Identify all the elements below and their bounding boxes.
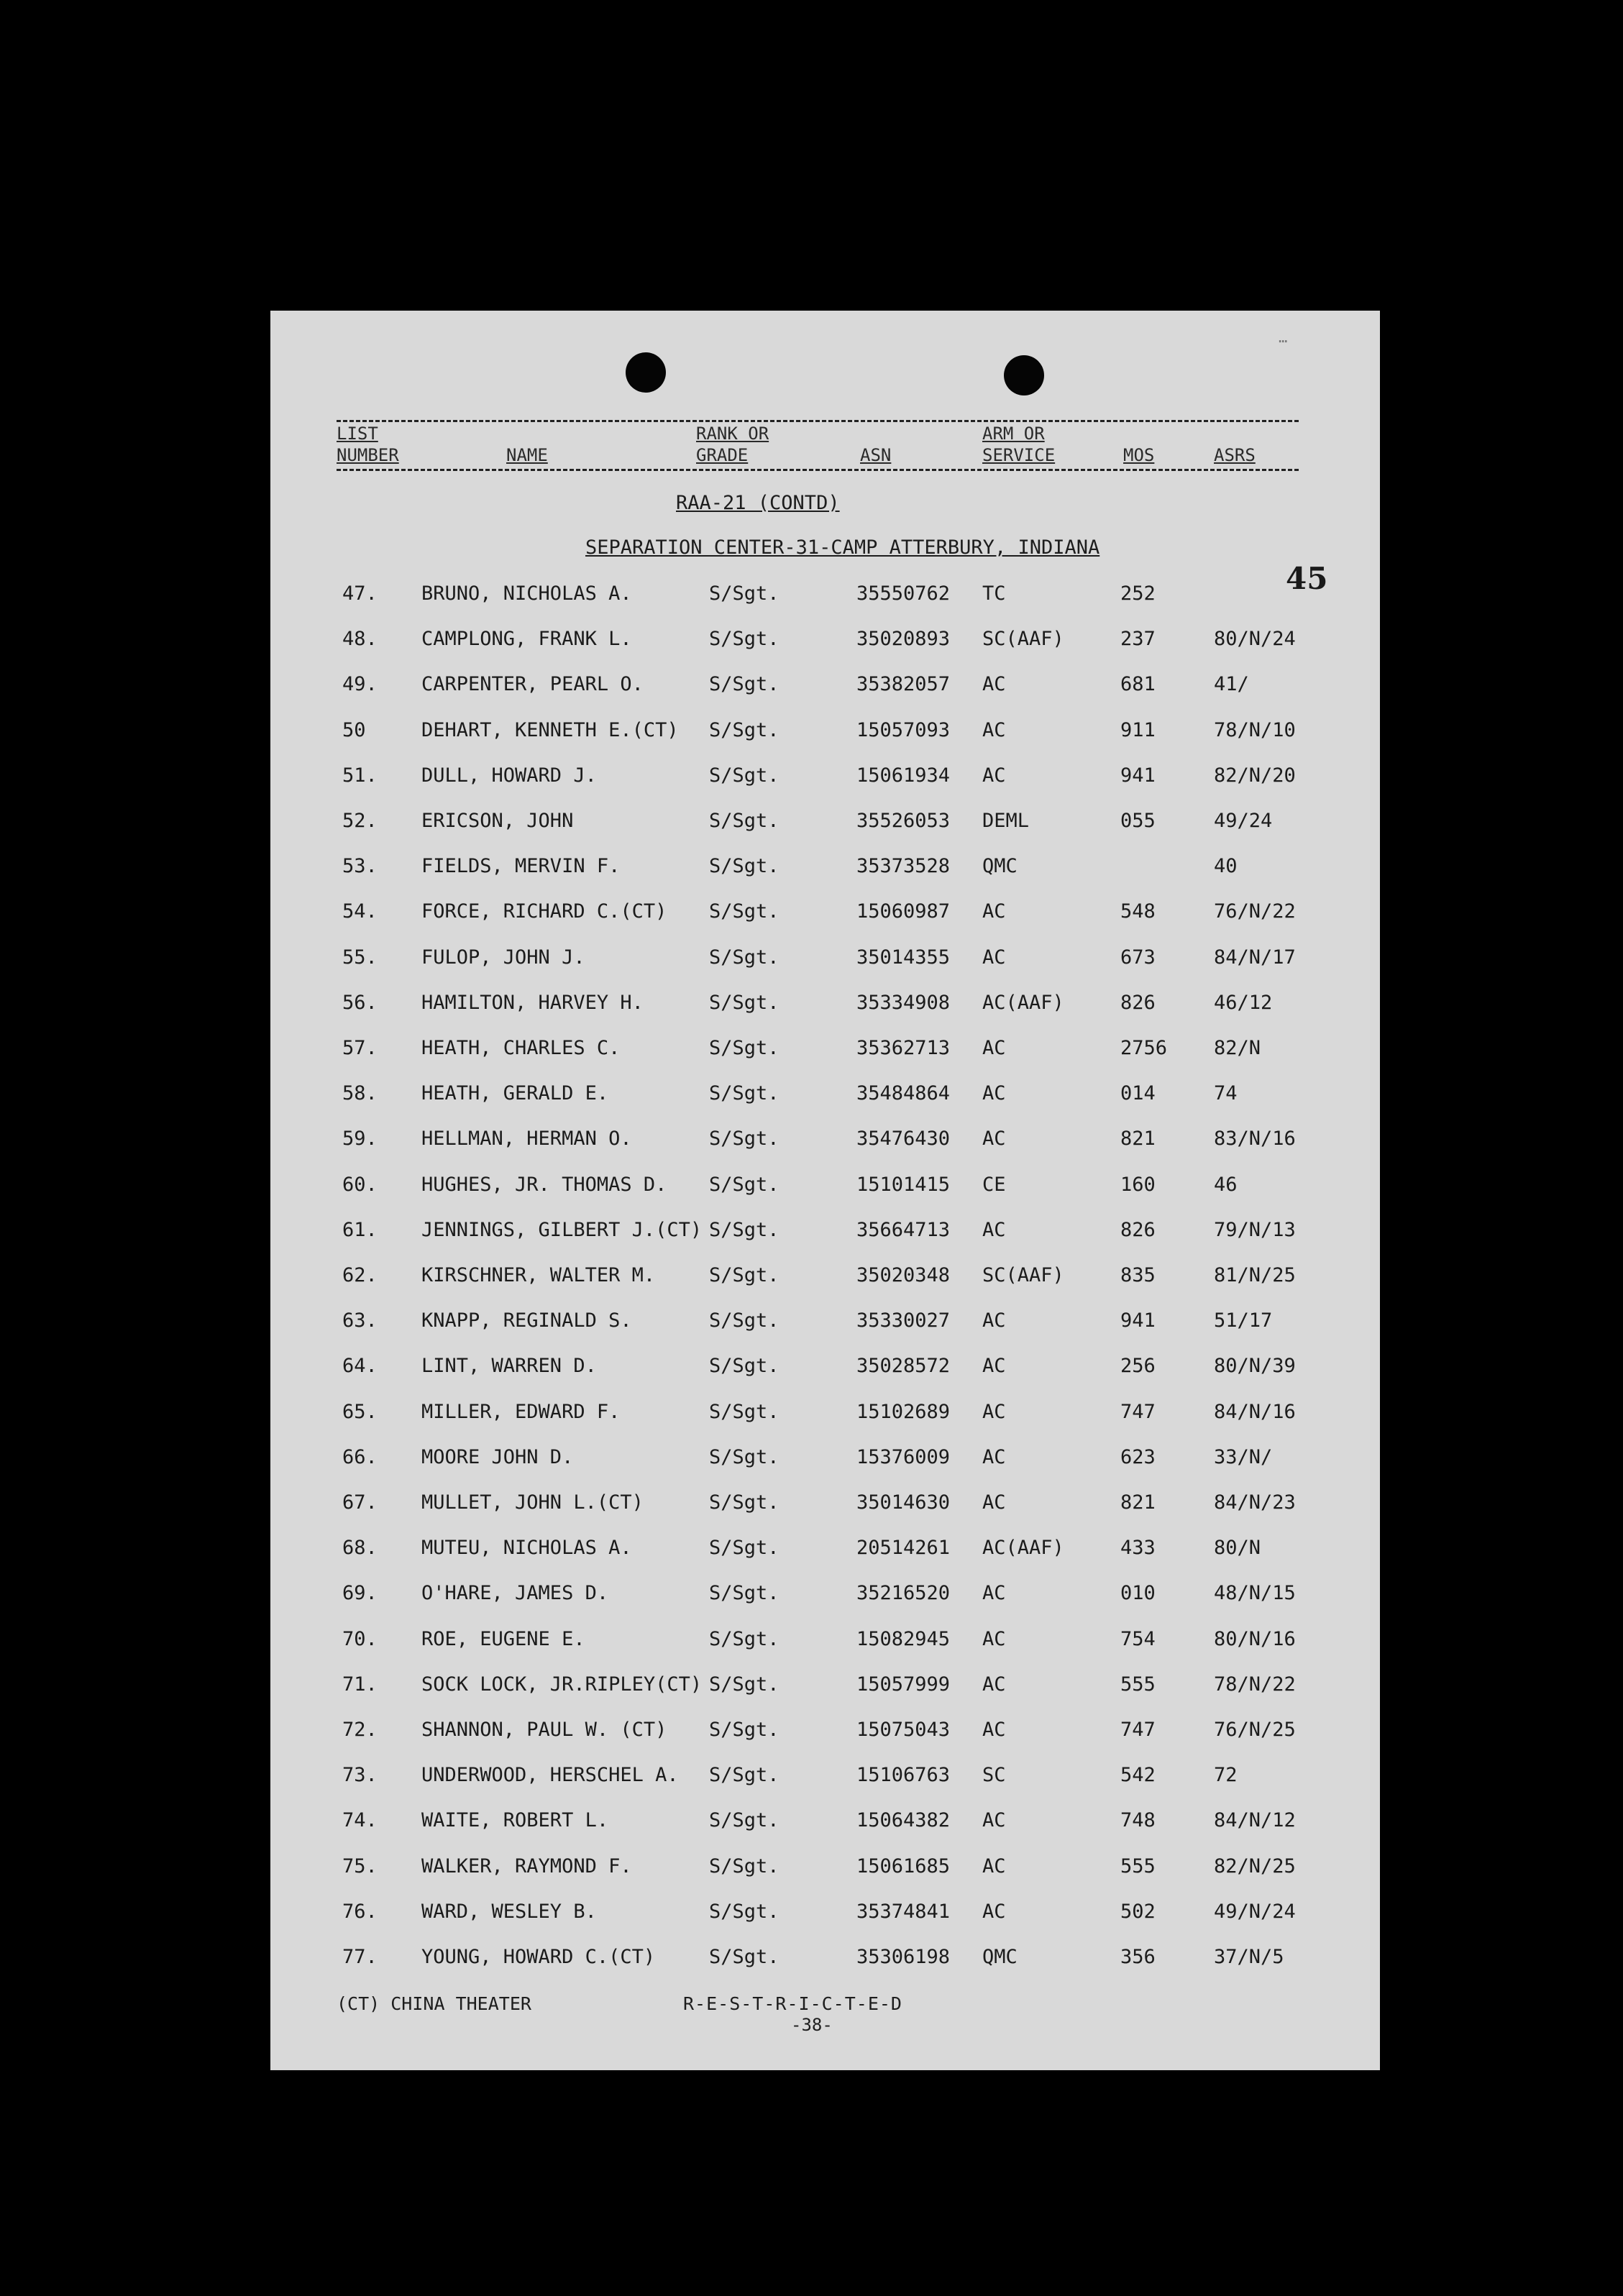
row-number: 67. xyxy=(342,1491,378,1514)
row-asrs: 46 xyxy=(1214,1174,1238,1196)
row-mos: 821 xyxy=(1120,1128,1156,1150)
row-name: HEATH, GERALD E. xyxy=(421,1082,609,1104)
row-service: AC xyxy=(982,1491,1006,1514)
table-row xyxy=(270,1219,1380,1248)
row-grade: S/Sgt. xyxy=(709,1219,780,1241)
row-name: DEHART, KENNETH E.(CT) xyxy=(421,719,679,741)
row-asrs: 40 xyxy=(1214,855,1238,877)
row-asrs: 84/N/23 xyxy=(1214,1491,1296,1514)
row-grade: S/Sgt. xyxy=(709,1309,780,1332)
row-name: HUGHES, JR. THOMAS D. xyxy=(421,1174,667,1196)
row-asn: 35020348 xyxy=(856,1264,951,1286)
row-service: AC(AAF) xyxy=(982,1537,1064,1559)
table-row xyxy=(270,1446,1380,1475)
row-mos: 826 xyxy=(1120,1219,1156,1241)
row-name: LINT, WARREN D. xyxy=(421,1355,597,1377)
col-header-rank: RANK OR GRADE xyxy=(696,424,769,465)
row-grade: S/Sgt. xyxy=(709,1128,780,1150)
table-row xyxy=(270,1309,1380,1338)
table-row xyxy=(270,764,1380,793)
page-footer: -38- xyxy=(791,2015,833,2035)
row-asrs: 84/N/12 xyxy=(1214,1809,1296,1831)
row-grade: S/Sgt. xyxy=(709,1537,780,1559)
row-service: QMC xyxy=(982,855,1018,877)
row-service: AC xyxy=(982,900,1006,923)
row-asn: 35014355 xyxy=(856,946,951,969)
row-mos: 747 xyxy=(1120,1401,1156,1423)
row-grade: S/Sgt. xyxy=(709,855,780,877)
row-grade: S/Sgt. xyxy=(709,582,780,605)
row-asn: 15057999 xyxy=(856,1673,951,1696)
row-asn: 35664713 xyxy=(856,1219,951,1241)
row-asrs: 74 xyxy=(1214,1082,1238,1104)
table-row xyxy=(270,1082,1380,1111)
row-asn: 35216520 xyxy=(856,1582,951,1604)
table-row xyxy=(270,1401,1380,1430)
row-grade: S/Sgt. xyxy=(709,1037,780,1059)
row-name: CAMPLONG, FRANK L. xyxy=(421,628,632,650)
row-number: 52. xyxy=(342,810,378,832)
row-asn: 35028572 xyxy=(856,1355,951,1377)
row-asn: 35362713 xyxy=(856,1037,951,1059)
row-asn: 35374841 xyxy=(856,1901,951,1923)
row-number: 61. xyxy=(342,1219,378,1241)
row-mos: 555 xyxy=(1120,1855,1156,1877)
row-name: WAITE, ROBERT L. xyxy=(421,1809,609,1831)
row-name: O'HARE, JAMES D. xyxy=(421,1582,609,1604)
row-number: 69. xyxy=(342,1582,378,1604)
row-asrs: 78/N/22 xyxy=(1214,1673,1296,1696)
row-name: MULLET, JOHN L.(CT) xyxy=(421,1491,644,1514)
row-number: 68. xyxy=(342,1537,378,1559)
row-service: AC xyxy=(982,1082,1006,1104)
row-number: 75. xyxy=(342,1855,378,1877)
row-mos: 747 xyxy=(1120,1719,1156,1741)
col-header-asn: ASN xyxy=(860,445,892,465)
row-service: TC xyxy=(982,582,1006,605)
row-mos: 548 xyxy=(1120,900,1156,923)
row-grade: S/Sgt. xyxy=(709,628,780,650)
table-row xyxy=(270,1673,1380,1702)
row-name: WARD, WESLEY B. xyxy=(421,1901,597,1923)
row-asrs: 51/17 xyxy=(1214,1309,1273,1332)
row-asrs: 80/N/16 xyxy=(1214,1628,1296,1650)
row-mos: 055 xyxy=(1120,810,1156,832)
table-row xyxy=(270,1582,1380,1611)
row-asn: 15075043 xyxy=(856,1719,951,1741)
row-service: AC xyxy=(982,764,1006,787)
row-number: 64. xyxy=(342,1355,378,1377)
row-number: 49. xyxy=(342,673,378,695)
row-asn: 15106763 xyxy=(856,1764,951,1786)
table-row xyxy=(270,673,1380,702)
row-mos: 941 xyxy=(1120,764,1156,787)
row-mos: 941 xyxy=(1120,1309,1156,1332)
row-number: 48. xyxy=(342,628,378,650)
row-grade: S/Sgt. xyxy=(709,1355,780,1377)
row-mos: 252 xyxy=(1120,582,1156,605)
row-mos: 160 xyxy=(1120,1174,1156,1196)
row-asrs: 37/N/5 xyxy=(1214,1946,1284,1968)
table-row xyxy=(270,1946,1380,1975)
row-asn: 35476430 xyxy=(856,1128,951,1150)
row-asn: 15057093 xyxy=(856,719,951,741)
table-row xyxy=(270,900,1380,929)
row-asn: 35382057 xyxy=(856,673,951,695)
row-asrs: 78/N/10 xyxy=(1214,719,1296,741)
row-service: DEML xyxy=(982,810,1030,832)
row-grade: S/Sgt. xyxy=(709,1855,780,1877)
row-mos: 821 xyxy=(1120,1491,1156,1514)
row-number: 47. xyxy=(342,582,378,605)
row-number: 76. xyxy=(342,1901,378,1923)
row-mos: 555 xyxy=(1120,1673,1156,1696)
row-name: HEATH, CHARLES C. xyxy=(421,1037,621,1059)
col-header-service: ARM OR SERVICE xyxy=(982,424,1056,465)
table-row xyxy=(270,1355,1380,1383)
table-row xyxy=(270,1764,1380,1793)
col-header-list-number: LIST NUMBER xyxy=(337,424,399,465)
separation-center-title: SEPARATION CENTER-31-CAMP ATTERBURY, INDIANA xyxy=(585,536,1100,559)
row-asn: 15376009 xyxy=(856,1446,951,1468)
row-service: AC xyxy=(982,1673,1006,1696)
row-number: 70. xyxy=(342,1628,378,1650)
row-service: AC xyxy=(982,673,1006,695)
row-mos: 2756 xyxy=(1120,1037,1168,1059)
row-asrs: 80/N xyxy=(1214,1537,1261,1559)
punch-hole-right xyxy=(1004,355,1044,395)
row-service: SC(AAF) xyxy=(982,628,1064,650)
row-service: AC xyxy=(982,1809,1006,1831)
row-name: KIRSCHNER, WALTER M. xyxy=(421,1264,656,1286)
row-service: AC xyxy=(982,1446,1006,1468)
row-asn: 35020893 xyxy=(856,628,951,650)
row-asrs: 72 xyxy=(1214,1764,1238,1786)
row-name: MOORE JOHN D. xyxy=(421,1446,574,1468)
row-mos: 681 xyxy=(1120,673,1156,695)
row-service: AC xyxy=(982,1719,1006,1741)
row-number: 53. xyxy=(342,855,378,877)
row-service: AC xyxy=(982,1219,1006,1241)
row-number: 59. xyxy=(342,1128,378,1150)
row-mos: 010 xyxy=(1120,1582,1156,1604)
row-number: 74. xyxy=(342,1809,378,1831)
row-grade: S/Sgt. xyxy=(709,1673,780,1696)
row-asn: 15064382 xyxy=(856,1809,951,1831)
row-name: ROE, EUGENE E. xyxy=(421,1628,585,1650)
header-rule-top xyxy=(337,420,1299,422)
row-asrs: 83/N/16 xyxy=(1214,1128,1296,1150)
row-asrs: 82/N xyxy=(1214,1037,1261,1059)
row-grade: S/Sgt. xyxy=(709,946,780,969)
row-grade: S/Sgt. xyxy=(709,1401,780,1423)
row-number: 77. xyxy=(342,1946,378,1968)
row-service: AC xyxy=(982,1401,1006,1423)
row-grade: S/Sgt. xyxy=(709,900,780,923)
row-asrs: 76/N/22 xyxy=(1214,900,1296,923)
row-grade: S/Sgt. xyxy=(709,1174,780,1196)
row-asn: 35306198 xyxy=(856,1946,951,1968)
row-name: BRUNO, NICHOLAS A. xyxy=(421,582,632,605)
row-number: 57. xyxy=(342,1037,378,1059)
row-name: YOUNG, HOWARD C.(CT) xyxy=(421,1946,656,1968)
row-mos: 356 xyxy=(1120,1946,1156,1968)
restricted-marking: R-E-S-T-R-I-C-T-E-D xyxy=(683,1993,902,2014)
row-grade: S/Sgt. xyxy=(709,992,780,1014)
row-name: JENNINGS, GILBERT J.(CT) xyxy=(421,1219,703,1241)
footnote: (CT) CHINA THEATER xyxy=(337,1993,531,2014)
row-asrs: 49/N/24 xyxy=(1214,1901,1296,1923)
row-number: 50 xyxy=(342,719,366,741)
table-row xyxy=(270,1037,1380,1066)
row-asn: 35484864 xyxy=(856,1082,951,1104)
row-asn: 15101415 xyxy=(856,1174,951,1196)
table-row xyxy=(270,1128,1380,1156)
row-number: 65. xyxy=(342,1401,378,1423)
row-service: AC xyxy=(982,946,1006,969)
row-mos: 748 xyxy=(1120,1809,1156,1831)
row-mos: 542 xyxy=(1120,1764,1156,1786)
row-number: 73. xyxy=(342,1764,378,1786)
row-asn: 35373528 xyxy=(856,855,951,877)
row-service: AC xyxy=(982,1901,1006,1923)
row-mos: 826 xyxy=(1120,992,1156,1014)
col-header-mos: MOS xyxy=(1123,445,1155,465)
row-asrs: 81/N/25 xyxy=(1214,1264,1296,1286)
row-asrs: 84/N/16 xyxy=(1214,1401,1296,1423)
punch-hole-left xyxy=(626,352,666,393)
row-number: 58. xyxy=(342,1082,378,1104)
table-row xyxy=(270,1174,1380,1202)
row-asrs: 48/N/15 xyxy=(1214,1582,1296,1604)
row-grade: S/Sgt. xyxy=(709,1491,780,1514)
row-mos: 835 xyxy=(1120,1264,1156,1286)
row-number: 60. xyxy=(342,1174,378,1196)
row-number: 56. xyxy=(342,992,378,1014)
row-number: 72. xyxy=(342,1719,378,1741)
row-number: 66. xyxy=(342,1446,378,1468)
row-name: UNDERWOOD, HERSCHEL A. xyxy=(421,1764,679,1786)
table-row xyxy=(270,1491,1380,1520)
row-mos: 623 xyxy=(1120,1446,1156,1468)
row-name: CARPENTER, PEARL O. xyxy=(421,673,644,695)
row-name: HELLMAN, HERMAN O. xyxy=(421,1128,632,1150)
row-grade: S/Sgt. xyxy=(709,1901,780,1923)
list-subtitle: RAA-21 (CONTD) xyxy=(676,492,840,514)
row-service: AC xyxy=(982,719,1006,741)
row-mos: 502 xyxy=(1120,1901,1156,1923)
table-row xyxy=(270,1901,1380,1929)
row-name: ERICSON, JOHN xyxy=(421,810,574,832)
table-row xyxy=(270,855,1380,884)
row-service: AC xyxy=(982,1582,1006,1604)
row-service: AC xyxy=(982,1128,1006,1150)
row-asn: 35334908 xyxy=(856,992,951,1014)
row-mos: 673 xyxy=(1120,946,1156,969)
row-name: SHANNON, PAUL W. (CT) xyxy=(421,1719,667,1741)
row-asn: 35330027 xyxy=(856,1309,951,1332)
row-grade: S/Sgt. xyxy=(709,1264,780,1286)
row-asrs: 84/N/17 xyxy=(1214,946,1296,969)
table-row xyxy=(270,628,1380,657)
row-grade: S/Sgt. xyxy=(709,719,780,741)
page-number: 45 xyxy=(1286,561,1328,596)
table-row xyxy=(270,1719,1380,1747)
row-grade: S/Sgt. xyxy=(709,810,780,832)
row-name: HAMILTON, HARVEY H. xyxy=(421,992,644,1014)
row-name: SOCK LOCK, JR.RIPLEY(CT) xyxy=(421,1673,703,1696)
row-asrs: 82/N/25 xyxy=(1214,1855,1296,1877)
table-row xyxy=(270,1809,1380,1838)
row-number: 51. xyxy=(342,764,378,787)
row-grade: S/Sgt. xyxy=(709,1582,780,1604)
row-asn: 15061685 xyxy=(856,1855,951,1877)
row-number: 54. xyxy=(342,900,378,923)
row-name: FULOP, JOHN J. xyxy=(421,946,585,969)
row-mos: 433 xyxy=(1120,1537,1156,1559)
row-service: AC xyxy=(982,1628,1006,1650)
row-asn: 15060987 xyxy=(856,900,951,923)
row-grade: S/Sgt. xyxy=(709,1946,780,1968)
row-asn: 35014630 xyxy=(856,1491,951,1514)
table-row xyxy=(270,1537,1380,1565)
row-mos: 754 xyxy=(1120,1628,1156,1650)
row-service: SC(AAF) xyxy=(982,1264,1064,1286)
row-name: KNAPP, REGINALD S. xyxy=(421,1309,632,1332)
row-asrs: 82/N/20 xyxy=(1214,764,1296,787)
row-service: QMC xyxy=(982,1946,1018,1968)
table-row xyxy=(270,810,1380,838)
row-mos: 237 xyxy=(1120,628,1156,650)
row-asn: 35550762 xyxy=(856,582,951,605)
row-grade: S/Sgt. xyxy=(709,1809,780,1831)
row-number: 71. xyxy=(342,1673,378,1696)
row-grade: S/Sgt. xyxy=(709,1719,780,1741)
row-grade: S/Sgt. xyxy=(709,673,780,695)
row-asn: 15082945 xyxy=(856,1628,951,1650)
row-name: FIELDS, MERVIN F. xyxy=(421,855,621,877)
row-number: 55. xyxy=(342,946,378,969)
header-rule-bottom xyxy=(337,469,1299,471)
row-grade: S/Sgt. xyxy=(709,1082,780,1104)
row-name: WALKER, RAYMOND F. xyxy=(421,1855,632,1877)
row-service: AC xyxy=(982,1855,1006,1877)
col-header-asrs: ASRS xyxy=(1214,445,1256,465)
table-row xyxy=(270,582,1380,611)
row-asrs: 49/24 xyxy=(1214,810,1273,832)
row-asn: 15061934 xyxy=(856,764,951,787)
row-grade: S/Sgt. xyxy=(709,1446,780,1468)
row-name: DULL, HOWARD J. xyxy=(421,764,597,787)
row-asn: 20514261 xyxy=(856,1537,951,1559)
table-row xyxy=(270,1855,1380,1884)
edge-mark: ⋯ xyxy=(1279,332,1288,349)
row-asn: 15102689 xyxy=(856,1401,951,1423)
row-asrs: 79/N/13 xyxy=(1214,1219,1296,1241)
row-asrs: 80/N/24 xyxy=(1214,628,1296,650)
row-number: 62. xyxy=(342,1264,378,1286)
col-header-name: NAME xyxy=(506,445,548,465)
table-row xyxy=(270,719,1380,748)
row-asn: 35526053 xyxy=(856,810,951,832)
row-mos: 911 xyxy=(1120,719,1156,741)
row-grade: S/Sgt. xyxy=(709,764,780,787)
row-name: MUTEU, NICHOLAS A. xyxy=(421,1537,632,1559)
row-service: AC xyxy=(982,1037,1006,1059)
table-row xyxy=(270,992,1380,1020)
row-grade: S/Sgt. xyxy=(709,1764,780,1786)
row-asrs: 76/N/25 xyxy=(1214,1719,1296,1741)
row-service: CE xyxy=(982,1174,1006,1196)
document-page xyxy=(270,311,1380,2070)
row-asrs: 46/12 xyxy=(1214,992,1273,1014)
row-service: AC xyxy=(982,1355,1006,1377)
row-mos: 014 xyxy=(1120,1082,1156,1104)
row-service: AC(AAF) xyxy=(982,992,1064,1014)
table-row xyxy=(270,1628,1380,1657)
row-asrs: 33/N/ xyxy=(1214,1446,1273,1468)
row-name: MILLER, EDWARD F. xyxy=(421,1401,621,1423)
row-asrs: 41/ xyxy=(1214,673,1249,695)
row-asrs: 80/N/39 xyxy=(1214,1355,1296,1377)
row-mos: 256 xyxy=(1120,1355,1156,1377)
table-row xyxy=(270,1264,1380,1293)
row-grade: S/Sgt. xyxy=(709,1628,780,1650)
row-service: AC xyxy=(982,1309,1006,1332)
table-row xyxy=(270,946,1380,975)
row-name: FORCE, RICHARD C.(CT) xyxy=(421,900,667,923)
row-number: 63. xyxy=(342,1309,378,1332)
row-service: SC xyxy=(982,1764,1006,1786)
